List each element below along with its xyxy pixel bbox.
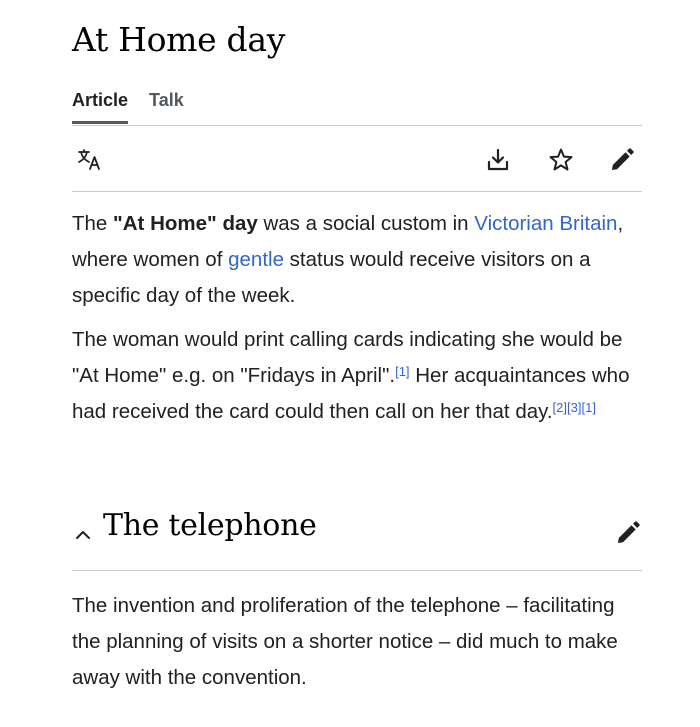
reference-link[interactable]: [1] bbox=[395, 364, 410, 379]
section-body bbox=[72, 588, 647, 696]
section-edit-pencil-icon[interactable] bbox=[614, 519, 642, 547]
section-paragraph: The invention and proliferation of the telephone – facilitating the planning of visits on a shorter notice – did much to make away with the convention. bbox=[72, 594, 618, 689]
section-divider bbox=[72, 570, 642, 571]
reference bbox=[553, 400, 567, 415]
text-run: , where women of bbox=[72, 212, 624, 271]
page-toolbar bbox=[72, 140, 642, 180]
tab-article[interactable]: Article bbox=[72, 90, 128, 124]
text-run: status would receive visitors on a specific day of the week. bbox=[72, 248, 591, 307]
bold-term: "At Home" day bbox=[113, 212, 258, 235]
chevron-up-icon[interactable] bbox=[72, 523, 94, 545]
page-title: At Home day bbox=[72, 20, 286, 59]
reference bbox=[567, 400, 581, 415]
toolbar-divider bbox=[72, 191, 642, 192]
download-icon[interactable] bbox=[484, 146, 512, 174]
section-heading[interactable]: The telephone bbox=[103, 508, 317, 543]
reference-link[interactable]: [1] bbox=[581, 400, 596, 415]
text-run: The bbox=[72, 212, 114, 235]
edit-pencil-icon[interactable] bbox=[608, 146, 636, 174]
text-run: was a social custom in bbox=[257, 212, 475, 235]
section-header bbox=[72, 505, 642, 565]
reference-link[interactable]: [2] bbox=[552, 400, 568, 415]
translate-icon[interactable] bbox=[76, 146, 104, 174]
link-victorian-britain[interactable]: Victorian Britain bbox=[474, 212, 618, 235]
text-run: The woman would print calling cards indicating she would be "At Home" e.g. on "Fridays in April". bbox=[72, 328, 623, 387]
article-intro bbox=[72, 206, 647, 438]
link-gentle[interactable]: gentle bbox=[228, 248, 284, 271]
reference-link[interactable]: [3] bbox=[567, 400, 582, 415]
text-run: Her acquaintances who had received the card could then call on her that day. bbox=[72, 364, 630, 423]
star-icon[interactable] bbox=[547, 146, 575, 174]
intro-paragraph-1 bbox=[72, 206, 647, 314]
page-tabs bbox=[72, 90, 184, 124]
tab-talk[interactable]: Talk bbox=[149, 90, 184, 110]
reference bbox=[581, 400, 595, 415]
tabs-divider bbox=[72, 125, 642, 126]
intro-paragraph-2 bbox=[72, 322, 647, 430]
reference bbox=[395, 364, 409, 379]
